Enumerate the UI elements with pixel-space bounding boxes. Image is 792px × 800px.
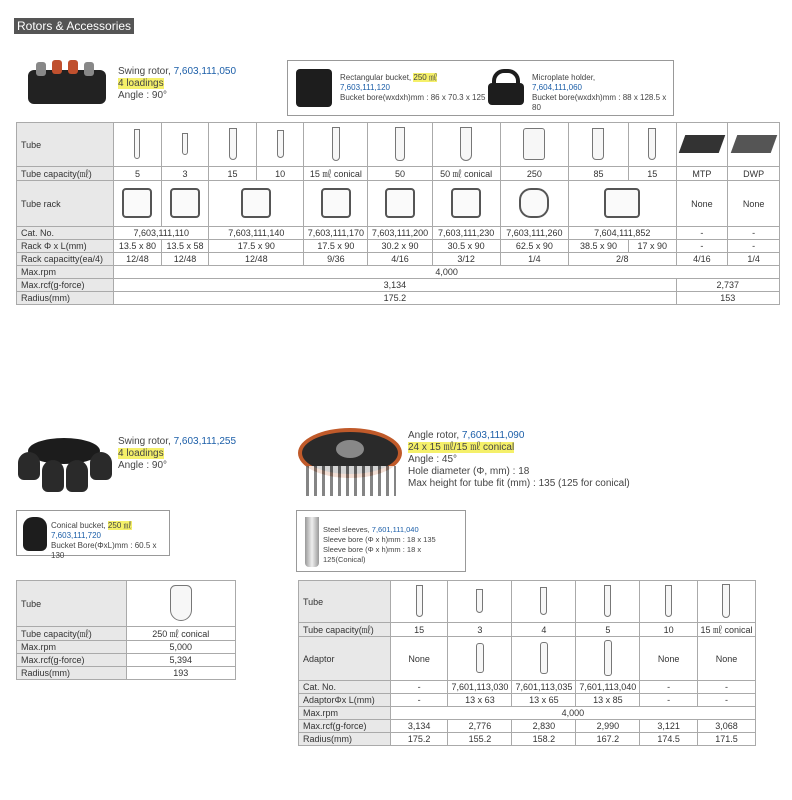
conical-bucket-image — [23, 517, 47, 551]
rect-bucket-cat: 7,603,111,120 — [340, 83, 390, 92]
bottle-icon — [500, 123, 568, 167]
table-cell: 13 x 63 — [448, 694, 512, 707]
table-cell: 5 — [576, 623, 640, 637]
table-cell: 13.5 x 80 — [114, 240, 162, 253]
table-cell: 3,121 — [640, 720, 698, 733]
table-cell: 2,990 — [576, 720, 640, 733]
swing-rotor-table — [16, 122, 780, 305]
loadings-label: 4 loadings — [118, 78, 164, 89]
microplate-holder-bore: Bucket bore(wxdxh)mm : 88 x 128.5 x 80 — [532, 93, 667, 112]
table-cell: None — [390, 637, 448, 681]
angle-label: Angle : 90° — [118, 90, 168, 101]
bucket-box — [287, 60, 674, 116]
table-row — [299, 733, 756, 746]
conical-bucket-label: Conical bucket, — [51, 521, 108, 530]
table-cell: 17.5 x 90 — [209, 240, 304, 253]
angle-rotor-cat: 7,603,111,090 — [461, 430, 525, 441]
tube-icon — [114, 123, 162, 167]
tube-icon — [640, 581, 698, 623]
table-cell: 13.5 x 58 — [161, 240, 209, 253]
angle-label: Angle : 45° — [408, 454, 458, 465]
table-cell: 15 — [209, 167, 257, 181]
rect-bucket-label: Rectangular bucket, — [340, 73, 414, 82]
table-row — [17, 627, 236, 641]
table-row — [17, 667, 236, 680]
tube-icon — [576, 581, 640, 623]
table-cell: 15 — [628, 167, 676, 181]
table-row — [299, 707, 756, 720]
rect-bucket-bore: Bucket bore(wxdxh)mm : 86 x 70.3 x 125 — [340, 93, 486, 102]
tube-rack-icon — [161, 181, 209, 227]
table-cell: 15 ㎖ conical — [697, 623, 755, 637]
steel-sleeves-label: Steel sleeves, — [323, 525, 372, 534]
angle-rotor-label: Angle rotor, — [408, 430, 462, 441]
angle-rotor-tubes: 24 x 15 ㎖/15 ㎖ conical — [408, 442, 515, 453]
table-row — [17, 266, 780, 279]
tube-icon — [569, 123, 629, 167]
angle-rotor-table — [298, 580, 756, 746]
table-row — [17, 292, 780, 305]
row-header: Tube capacity(㎖) — [17, 627, 127, 641]
table-cell: 3,068 — [697, 720, 755, 733]
swing-rotor-2-desc — [118, 436, 278, 472]
max-height-label: Max height for tube fit (mm) : 135 (125 for conical) — [408, 478, 630, 489]
table-cell: - — [640, 694, 698, 707]
sleeve-bore-2: Sleeve bore (Φ x h)mm : 18 x 125(Conical) — [323, 545, 422, 564]
conical-tube-icon — [304, 123, 368, 167]
row-header: Tube — [17, 581, 127, 627]
tube-icon — [256, 123, 304, 167]
tube-icon — [628, 123, 676, 167]
table-row — [17, 253, 780, 266]
table-cell: 7,603,111,200 — [368, 227, 432, 240]
table-cell: 7,603,111,140 — [209, 227, 304, 240]
table-cell: 4/16 — [368, 253, 432, 266]
row-header: Max.rcf(g-force) — [17, 279, 114, 292]
table-cell: 17 x 90 — [628, 240, 676, 253]
table-cell: 5,000 — [126, 641, 235, 654]
tube-rack-icon — [368, 181, 432, 227]
row-header: Radius(mm) — [17, 292, 114, 305]
tube-icon — [209, 123, 257, 167]
angle-label: Angle : 90° — [118, 460, 168, 471]
table-cell: 12/48 — [114, 253, 162, 266]
row-header: Tube — [17, 123, 114, 167]
hole-diameter-label: Hole diameter (Φ, mm) : 18 — [408, 466, 530, 477]
table-cell: None — [728, 181, 780, 227]
adaptor-icon — [512, 637, 576, 681]
conical-bucket-desc — [51, 521, 169, 561]
table-cell: 193 — [126, 667, 235, 680]
steel-sleeves-box — [296, 510, 466, 572]
table-row — [299, 623, 756, 637]
table-cell: 1/4 — [728, 253, 780, 266]
table-cell: 155.2 — [448, 733, 512, 746]
table-row — [299, 720, 756, 733]
tube-rack-icon — [114, 181, 162, 227]
table-cell: 5,394 — [126, 654, 235, 667]
table-cell: None — [640, 637, 698, 681]
microplate-icon — [676, 123, 728, 167]
table-cell: 12/48 — [209, 253, 304, 266]
conical-tube-icon — [697, 581, 755, 623]
row-header: Max.rpm — [17, 641, 127, 654]
table-cell: 15 ㎖ conical — [304, 167, 368, 181]
table-cell: 7,603,111,260 — [500, 227, 568, 240]
table-cell: 158.2 — [512, 733, 576, 746]
table-cell: None — [676, 181, 728, 227]
swing-rotor-cat: 7,603,111,050 — [173, 66, 237, 77]
microplate-holder-cat: 7,604,111,060 — [532, 83, 582, 92]
table-cell: - — [697, 694, 755, 707]
tube-icon — [368, 123, 432, 167]
table-cell: 2/8 — [569, 253, 677, 266]
table-row — [17, 240, 780, 253]
row-header: Adaptor — [299, 637, 391, 681]
swing-rotor-2-image — [14, 432, 114, 496]
table-cell: 13 x 65 — [512, 694, 576, 707]
table-cell: DWP — [728, 167, 780, 181]
table-row — [17, 654, 236, 667]
table-cell: 7,601,113,030 — [448, 681, 512, 694]
table-cell: 7,603,111,170 — [304, 227, 368, 240]
steel-sleeves-desc — [323, 525, 465, 565]
table-cell: 175.2 — [390, 733, 448, 746]
table-row — [17, 123, 780, 167]
steel-sleeve-image — [305, 517, 319, 567]
tube-rack-icon — [500, 181, 568, 227]
table-cell: 30.5 x 90 — [432, 240, 500, 253]
adaptor-icon — [448, 637, 512, 681]
tube-icon — [448, 581, 512, 623]
table-cell: 153 — [676, 292, 779, 305]
table-cell: - — [728, 227, 780, 240]
table-cell: 9/36 — [304, 253, 368, 266]
table-cell: - — [390, 694, 448, 707]
row-header: AdaptorΦx L(mm) — [299, 694, 391, 707]
row-header: Max.rpm — [17, 266, 114, 279]
table-cell: 7,601,113,035 — [512, 681, 576, 694]
conical-bottle-icon — [126, 581, 235, 627]
adaptor-icon — [576, 637, 640, 681]
table-cell: 50 — [368, 167, 432, 181]
conical-bucket-cat: 7,603,111,720 — [51, 531, 101, 540]
row-header: Max.rcf(g-force) — [299, 720, 391, 733]
table-cell: 7,603,111,110 — [114, 227, 209, 240]
table-row — [17, 641, 236, 654]
table-cell: 10 — [640, 623, 698, 637]
table-row — [17, 181, 780, 227]
microplate-holder-desc — [532, 73, 673, 113]
table-row — [299, 681, 756, 694]
tube-rack-icon — [569, 181, 677, 227]
row-header: Rack Φ x L(mm) — [17, 240, 114, 253]
tube-rack-icon — [209, 181, 304, 227]
table-cell: 3 — [448, 623, 512, 637]
table-cell: 4,000 — [114, 266, 780, 279]
conical-bucket-bore: Bucket Bore(ΦxL)mm : 60.5 x 130 — [51, 541, 157, 560]
swing-rotor-cat: 7,603,111,255 — [173, 436, 237, 447]
table-cell: - — [697, 681, 755, 694]
table-cell: MTP — [676, 167, 728, 181]
table-row — [17, 581, 236, 627]
table-cell: None — [697, 637, 755, 681]
rect-bucket-desc — [340, 73, 485, 103]
loadings-label: 4 loadings — [118, 448, 164, 459]
table-row — [17, 227, 780, 240]
tube-rack-icon — [432, 181, 500, 227]
row-header: Cat. No. — [299, 681, 391, 694]
table-cell: 1/4 — [500, 253, 568, 266]
table-cell: 30.2 x 90 — [368, 240, 432, 253]
table-cell: 62.5 x 90 — [500, 240, 568, 253]
table-cell: 3,134 — [114, 279, 676, 292]
row-header: Rack capacitty(ea/4) — [17, 253, 114, 266]
table-cell: - — [728, 240, 780, 253]
table-cell: 38.5 x 90 — [569, 240, 629, 253]
microplate-holder-label: Microplate holder, — [532, 73, 596, 82]
table-cell: 85 — [569, 167, 629, 181]
table-cell: 3 — [161, 167, 209, 181]
table-cell: 10 — [256, 167, 304, 181]
row-header: Tube capacity(㎖) — [299, 623, 391, 637]
table-cell: 7,601,113,040 — [576, 681, 640, 694]
rect-bucket-image — [296, 69, 332, 107]
row-header: Cat. No. — [17, 227, 114, 240]
row-header: Radius(mm) — [299, 733, 391, 746]
table-cell: 3/12 — [432, 253, 500, 266]
conical-bucket-box — [16, 510, 170, 560]
table-row — [17, 167, 780, 181]
table-cell: 174.5 — [640, 733, 698, 746]
table-cell: - — [676, 240, 728, 253]
section-title: Rotors & Accessories — [14, 18, 134, 34]
deep-well-plate-icon — [728, 123, 780, 167]
steel-sleeves-cat: 7,601,111,040 — [371, 525, 419, 534]
swing-rotor-image — [24, 60, 110, 106]
row-header: Max.rpm — [299, 707, 391, 720]
swing-rotor-label: Swing rotor, — [118, 66, 174, 77]
tube-icon — [161, 123, 209, 167]
table-cell: 50 ㎖ conical — [432, 167, 500, 181]
table-cell: 5 — [114, 167, 162, 181]
swing-rotor-2-table — [16, 580, 236, 680]
row-header: Tube rack — [17, 181, 114, 227]
table-row — [17, 279, 780, 292]
swing-rotor-1-desc — [118, 66, 278, 102]
table-cell: 4/16 — [676, 253, 728, 266]
sleeve-bore-1: Sleeve bore (Φ x h)mm : 18 x 135 — [323, 535, 436, 544]
table-cell: 3,134 — [390, 720, 448, 733]
table-cell: - — [390, 681, 448, 694]
table-cell: 17.5 x 90 — [304, 240, 368, 253]
row-header: Max.rcf(g-force) — [17, 654, 127, 667]
row-header: Radius(mm) — [17, 667, 127, 680]
table-cell: 2,830 — [512, 720, 576, 733]
table-row — [299, 581, 756, 623]
table-cell: 250 ㎖ conical — [126, 627, 235, 641]
angle-rotor-desc — [408, 430, 658, 490]
tube-rack-icon — [304, 181, 368, 227]
rect-bucket-vol: 250 ㎖ — [413, 73, 437, 82]
table-cell: 2,776 — [448, 720, 512, 733]
table-cell: 12/48 — [161, 253, 209, 266]
tube-icon — [512, 581, 576, 623]
angle-rotor-image — [296, 422, 406, 500]
row-header: Tube capacity(㎖) — [17, 167, 114, 181]
table-cell: - — [640, 681, 698, 694]
table-cell: 175.2 — [114, 292, 676, 305]
swing-rotor-label: Swing rotor, — [118, 436, 174, 447]
row-header: Tube — [299, 581, 391, 623]
tube-icon — [390, 581, 448, 623]
table-cell: - — [676, 227, 728, 240]
table-cell: 4,000 — [390, 707, 755, 720]
table-row — [299, 694, 756, 707]
conical-tube-icon — [432, 123, 500, 167]
table-cell: 167.2 — [576, 733, 640, 746]
conical-bucket-vol: 250 ㎖ — [107, 521, 132, 530]
table-row — [299, 637, 756, 681]
table-cell: 250 — [500, 167, 568, 181]
table-cell: 15 — [390, 623, 448, 637]
table-cell: 7,603,111,230 — [432, 227, 500, 240]
table-cell: 171.5 — [697, 733, 755, 746]
table-cell: 4 — [512, 623, 576, 637]
table-cell: 13 x 85 — [576, 694, 640, 707]
table-cell: 2,737 — [676, 279, 779, 292]
microplate-holder-image — [486, 67, 526, 107]
table-cell: 7,604,111,852 — [569, 227, 677, 240]
